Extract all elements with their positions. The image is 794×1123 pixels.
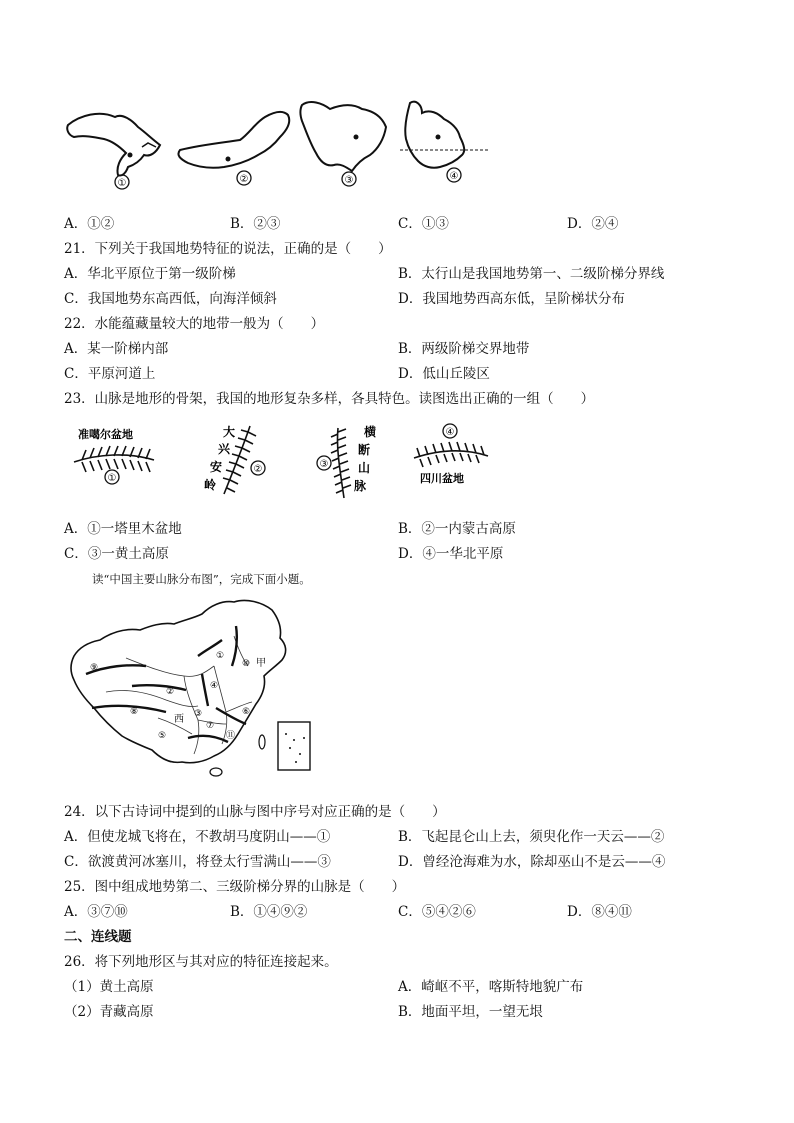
china-outline bbox=[71, 600, 286, 762]
q20-option-a[interactable]: A．①② bbox=[64, 216, 115, 232]
q26-left-1[interactable]: （1）黄土高原 bbox=[64, 979, 154, 995]
map-label-6: ⑥ bbox=[242, 707, 251, 717]
map-label-xi: 西 bbox=[174, 714, 184, 725]
province-label-1: ① bbox=[117, 178, 127, 189]
q25-stem: 25．图中组成地势第二、三级阶梯分界的山脉是（ ） bbox=[64, 879, 406, 895]
province-label-2: ② bbox=[239, 174, 249, 185]
map-label-5: ⑤ bbox=[158, 731, 167, 741]
q26-right-a[interactable]: A．崎岖不平，喀斯特地貌广布 bbox=[398, 979, 584, 995]
q25-option-c[interactable]: C．⑤④②⑥ bbox=[398, 904, 476, 920]
province-label-3: ③ bbox=[344, 175, 354, 186]
q21-option-c[interactable]: C．我国地势东高西低，向海洋倾斜 bbox=[64, 291, 277, 307]
q23-option-a[interactable]: A．①一塔里木盆地 bbox=[64, 521, 182, 537]
sketch3-ridge bbox=[331, 428, 351, 498]
province-outlines-figure bbox=[60, 95, 500, 195]
q20-option-d[interactable]: D．②④ bbox=[567, 216, 619, 232]
sketch2-number: ② bbox=[253, 464, 263, 475]
q25-option-b[interactable]: B．①④⑨② bbox=[230, 904, 308, 920]
q24-stem: 24．以下古诗词中提到的山脉与图中序号对应正确的是（ ） bbox=[64, 804, 446, 820]
sketch3-char-1: 横 bbox=[364, 425, 377, 439]
map-intro: 读“中国主要山脉分布图”，完成下面小题。 bbox=[92, 572, 311, 586]
map-label-8: ⑧ bbox=[130, 707, 139, 717]
province-outline-3 bbox=[301, 102, 387, 171]
q24-option-d[interactable]: D．曾经沧海难为水，除却巫山不是云——④ bbox=[398, 854, 666, 870]
province-outline-4 bbox=[405, 102, 464, 168]
map-label-1: ① bbox=[216, 651, 225, 661]
sketch2-char-2: 兴 bbox=[218, 442, 231, 456]
sketch2-char-4: 岭 bbox=[204, 478, 217, 492]
q26-stem: 26．将下列地形区与其对应的特征连接起来。 bbox=[64, 954, 338, 970]
q25-option-d[interactable]: D．⑧④⑪ bbox=[567, 904, 632, 920]
sketch1-ridge bbox=[74, 446, 154, 472]
q23-option-b[interactable]: B．②一内蒙古高原 bbox=[398, 521, 516, 537]
sketch3-char-4: 脉 bbox=[354, 479, 367, 493]
province-outline-2 bbox=[178, 112, 289, 168]
q23-option-c[interactable]: C．③一黄土高原 bbox=[64, 546, 169, 562]
q23-option-d[interactable]: D．④一华北平原 bbox=[398, 546, 504, 562]
q24-option-c[interactable]: C．欲渡黄河冰塞川，将登太行雪满山——③ bbox=[64, 854, 331, 870]
map-label-10b: ⑩ bbox=[242, 659, 251, 669]
map-label-9: ⑨ bbox=[90, 663, 99, 673]
province-label-4: ④ bbox=[449, 171, 459, 182]
sketch3-char-3: 山 bbox=[358, 461, 371, 475]
q26-left-2[interactable]: （2）青藏高原 bbox=[64, 1004, 154, 1020]
q24-option-a[interactable]: A．但使龙城飞将在，不教胡马度阴山——① bbox=[64, 829, 331, 845]
sketch3-number: ③ bbox=[319, 459, 329, 470]
q24-option-b[interactable]: B．飞起昆仑山上去，须臾化作一天云——② bbox=[398, 829, 665, 845]
sketch3-char-2: 断 bbox=[358, 443, 371, 457]
map-label-7: ⑦ bbox=[206, 721, 215, 731]
q21-option-d[interactable]: D．我国地势西高东低，呈阶梯状分布 bbox=[398, 291, 625, 307]
section-title-matching: 二、连线题 bbox=[64, 929, 132, 945]
sketch2-char-3: 安 bbox=[210, 460, 223, 474]
map-label-4: ④ bbox=[210, 681, 219, 691]
q22-option-b[interactable]: B．两级阶梯交界地带 bbox=[398, 341, 530, 357]
map-label-jia: 甲 bbox=[256, 658, 266, 669]
q26-right-b[interactable]: B．地面平坦，一望无垠 bbox=[398, 1004, 543, 1020]
sketch4-label: 四川盆地 bbox=[420, 472, 464, 485]
map-label-2: ② bbox=[166, 687, 175, 697]
q23-stem: 23．山脉是地形的骨架，我国的地形复杂多样，各具特色。读图选出正确的一组（ ） bbox=[64, 391, 595, 407]
q21-option-b[interactable]: B．太行山是我国地势第一、二级阶梯分界线 bbox=[398, 266, 665, 282]
china-mountain-map bbox=[66, 596, 316, 786]
sketch1-label: 准噶尔盆地 bbox=[78, 428, 133, 441]
q20-option-b[interactable]: B．②③ bbox=[230, 216, 281, 232]
map-label-3: ③ bbox=[194, 709, 203, 719]
q22-option-c[interactable]: C．平原河道上 bbox=[64, 366, 156, 382]
q21-stem: 21．下列关于我国地势特征的说法，正确的是（ ） bbox=[64, 241, 392, 257]
q21-option-a[interactable]: A．华北平原位于第一级阶梯 bbox=[64, 266, 236, 282]
q22-stem: 22．水能蕴藏量较大的地带一般为（ ） bbox=[64, 316, 325, 332]
q22-option-d[interactable]: D．低山丘陵区 bbox=[398, 366, 490, 382]
sketch1-number: ① bbox=[107, 473, 117, 484]
sketch4-ridge bbox=[414, 442, 488, 467]
sketch4-number: ④ bbox=[445, 427, 455, 438]
q25-option-a[interactable]: A．③⑦⑩ bbox=[64, 904, 128, 920]
sketch2-char-1: 大 bbox=[223, 425, 236, 439]
mountain-sketches-figure bbox=[68, 420, 508, 505]
q20-option-c[interactable]: C．①③ bbox=[398, 216, 449, 232]
map-label-11: ⑪ bbox=[226, 731, 236, 741]
q22-option-a[interactable]: A．某一阶梯内部 bbox=[64, 341, 169, 357]
